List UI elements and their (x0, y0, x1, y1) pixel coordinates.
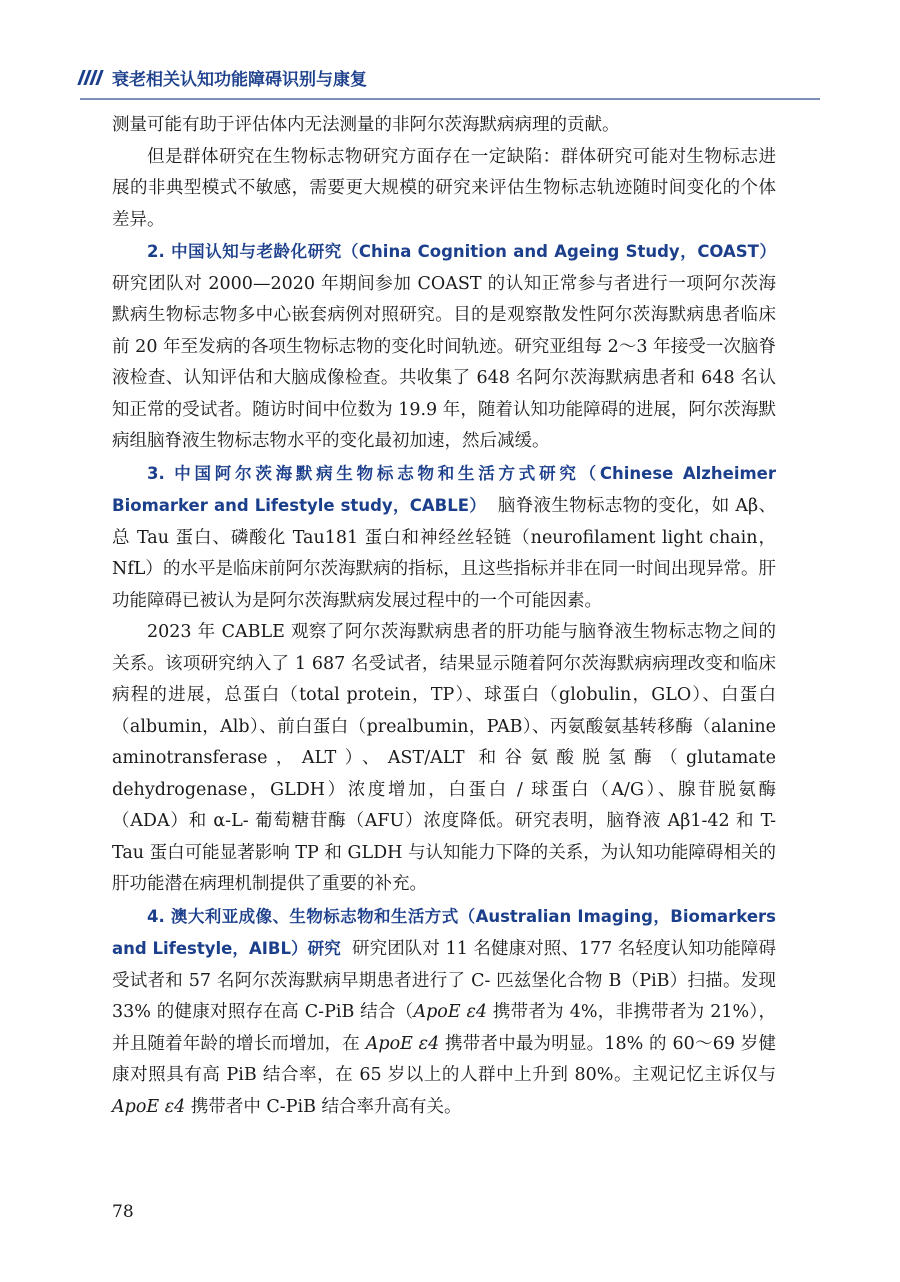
section-coast (112, 236, 776, 458)
paragraph-limitations: 但是群体研究在生物标志物研究方面存在一定缺陷：群体研究可能对生物标志进展的非典型模式不敏感，需要更大规模的研究来评估生物标志轨迹随时间变化的个体差异。 (112, 146, 776, 230)
section-cable (112, 458, 776, 618)
page-number: 78 (112, 1202, 134, 1222)
section-heading-aibl: 4. 澳大利亚成像、生物标志物和生活方式（Australian Imaging，Biomarkers and Lifestyle，AIBL）研究 (112, 906, 776, 958)
section-heading-coast: 2. 中国认知与老龄化研究（China Cognition and Ageing Study，COAST） (147, 242, 776, 261)
header-divider (80, 98, 820, 100)
section-body-aibl-part2: 携带者为 4%，非携带者为 21%），并且随着年龄的增长而增加，在 (112, 1002, 776, 1054)
paragraph-cable-2023: 2023 年 CABLE 观察了阿尔茨海默病患者的肝功能与脑脊液生物标志物之间的关系。该项研究纳入了 1 687 名受试者，结果显示随着阿尔茨海默病病理改变和临床病程的进展，总蛋白（total protein，TP）、球蛋白（globulin，GLO）、白蛋白（albumin，Alb）、前白蛋白（prealbumin，PAB）、丙氨酸氨基转移酶（alanine aminotransferase，ALT）、AST/ALT 和谷氨酸脱氢酶（glutamate dehydrogenase，GLDH）浓度增加，白蛋白 / 球蛋白（A/G）、腺苷脱氨酶（ADA）和 α-L- 葡萄糖苷酶（AFU）浓度降低。研究表明，脑脊液 Aβ1-42 和 T-Tau 蛋白可能显著影响 TP 和 GLDH 与认知能力下降的关系，为认知功能障碍相关的肝功能潜在病理机制提供了重要的补充。 (112, 622, 776, 894)
paragraph-continuation: 测量可能有助于评估体内无法测量的非阿尔茨海默病病理的贡献。 (112, 115, 620, 135)
running-header (80, 60, 820, 94)
running-header-title: 衰老相关认知功能障碍识别与康复 (112, 69, 367, 90)
section-body-coast: 研究团队对 2000—2020 年期间参加 COAST 的认知正常参与者进行一项阿尔茨海默病生物标志物多中心嵌套病例对照研究。目的是观察散发性阿尔茨海默病患者临床前 20 年至发病的各项生物标志物的变化时间轨迹。研究亚组每 2～3 年接受一次脑脊液检查、认知评估和大脑成像检查。共收集了 648 名阿尔茨海默病患者和 648 名认知正常的受试者。随访时间中位数为 19.9 年，随着认知功能障碍的进展，阿尔茨海默病组脑脊液生物标志物水平的变化最初加速，然后减缓。 (112, 273, 776, 451)
apoe-term: ApoE ε4 (365, 1033, 440, 1054)
slash-mark-icon (80, 70, 104, 85)
section-body-aibl-part3: 携带者中最为明显。18% 的 60～69 岁健康对照具有高 PiB 结合率，在 65 岁以上的人群中上升到 80%。主观记忆主诉仅与 (112, 1033, 776, 1085)
section-aibl (112, 901, 776, 1124)
section-body-aibl-part1: 研究团队对 11 名健康对照、177 名轻度认知功能障碍受试者和 57 名阿尔茨海默病早期患者进行了 C- 匹兹堡化合物 B（PiB）扫描。发现 33% 的健康对照存在高 C-PiB 结合（ (112, 939, 776, 1022)
section-body-aibl-part4: 携带者中 C-PiB 结合率升高有关。 (190, 1096, 462, 1117)
apoe-term: ApoE ε4 (413, 1002, 487, 1022)
page-body (112, 110, 776, 1123)
section-heading-cable: 3. 中国阿尔茨海默病生物标志物和生活方式研究（Chinese Alzheimer Biomarker and Lifestyle study，CABLE） (112, 463, 776, 515)
apoe-term: ApoE ε4 (112, 1096, 186, 1117)
section-body-cable: 脑脊液生物标志物的变化，如 Aβ、总 Tau 蛋白、磷酸化 Tau181 蛋白和神经丝轻链（neurofilament light chain，NfL）的水平是临床前阿尔茨海默病的指标，且这些指标并非在同一时间出现异常。肝功能障碍已被认为是阿尔茨海默病发展过程中的一个可能因素。 (112, 496, 776, 611)
